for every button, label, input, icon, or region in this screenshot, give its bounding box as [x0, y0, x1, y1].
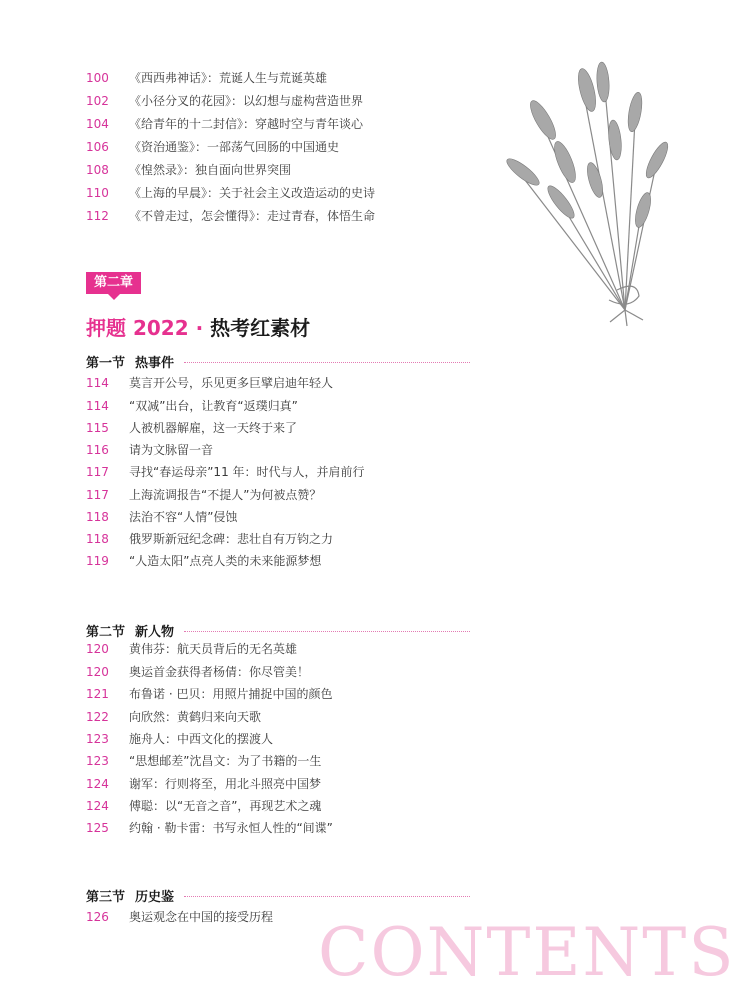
- section-label: 第一节: [86, 355, 126, 371]
- entry-title: “人造太阳”点亮人类的未来能源梦想: [129, 554, 322, 568]
- entry-title: 黄伟芬：航天员背后的无名英雄: [129, 642, 298, 656]
- dotted-leader: [184, 631, 470, 632]
- page-number: 108: [86, 163, 109, 177]
- page-number: 124: [86, 777, 109, 791]
- section-header: [86, 886, 470, 904]
- page-number: 121: [86, 687, 109, 701]
- section-header: [86, 621, 470, 639]
- entry-title: 《小径分叉的花园》：以幻想与虚构营造世界: [129, 94, 364, 108]
- page-number: 120: [86, 665, 109, 679]
- contents-watermark: CONTENTS: [318, 914, 736, 991]
- page-number: 112: [86, 209, 109, 223]
- list-item[interactable]: [86, 487, 321, 503]
- list-item[interactable]: [86, 553, 321, 569]
- page-number: 118: [86, 532, 109, 546]
- list-item[interactable]: [86, 116, 363, 132]
- list-item[interactable]: [86, 442, 213, 458]
- page-number: 126: [86, 910, 109, 924]
- page-number: 122: [86, 710, 109, 724]
- section-name: 历史鉴: [135, 889, 175, 905]
- dried-lavender-bouquet-icon: [505, 60, 685, 330]
- list-item[interactable]: [86, 509, 237, 525]
- list-item[interactable]: [86, 208, 375, 224]
- entry-title: 俄罗斯新冠纪念碑：悲壮自有万钧之力: [129, 532, 334, 546]
- page-number: 116: [86, 443, 109, 457]
- list-item[interactable]: [86, 776, 321, 792]
- list-item[interactable]: [86, 753, 321, 769]
- entry-title: 《上海的早晨》：关于社会主义改造运动的史诗: [129, 186, 376, 200]
- list-item[interactable]: [86, 70, 327, 86]
- page-number: 120: [86, 642, 109, 656]
- entry-title: “思想邮差”沈昌文：为了书籍的一生: [129, 754, 322, 768]
- page-number: 114: [86, 399, 109, 413]
- dotted-leader: [184, 362, 470, 363]
- chapter-title-main: 热考红素材: [210, 316, 311, 340]
- list-item[interactable]: [86, 464, 365, 480]
- section-name: 热事件: [135, 355, 175, 371]
- list-item[interactable]: [86, 798, 321, 814]
- page-number: 104: [86, 117, 109, 131]
- section-name: 新人物: [135, 624, 175, 640]
- entry-title: 《西西弗神话》：荒诞人生与荒诞英雄: [129, 71, 328, 85]
- list-item[interactable]: [86, 820, 333, 836]
- page-number: 118: [86, 510, 109, 524]
- entry-title: 谢军：行则将至，用北斗照亮中国梦: [129, 777, 322, 791]
- list-item[interactable]: [86, 909, 273, 925]
- list-item[interactable]: [86, 185, 375, 201]
- list-item[interactable]: [86, 731, 273, 747]
- entry-title: 向欣然：黄鹤归来向天歌: [129, 710, 262, 724]
- page-number: 102: [86, 94, 109, 108]
- list-item[interactable]: [86, 686, 332, 702]
- page-number: 123: [86, 754, 109, 768]
- entry-title: 《不曾走过，怎会懂得》：走过青春，体悟生命: [129, 209, 376, 223]
- page-number: 110: [86, 186, 109, 200]
- entry-title: 人被机器解雇，这一天终于来了: [129, 421, 298, 435]
- page-number: 125: [86, 821, 109, 835]
- entry-title: 《资治通鉴》：一部荡气回肠的中国通史: [129, 140, 340, 154]
- page-number: 114: [86, 376, 109, 390]
- entry-title: 奥运观念在中国的接受历程: [129, 910, 274, 924]
- page-number: 115: [86, 421, 109, 435]
- page-number: 117: [86, 465, 109, 479]
- entry-title: 傅聪：以“无音之音”，再现艺术之魂: [129, 799, 322, 813]
- page-number: 117: [86, 488, 109, 502]
- list-item[interactable]: [86, 664, 309, 680]
- chapter-title-accent: 押题 2022 ·: [86, 316, 211, 340]
- list-item[interactable]: [86, 709, 261, 725]
- list-item[interactable]: [86, 162, 291, 178]
- section-label: 第三节: [86, 889, 126, 905]
- chapter-title: [86, 312, 310, 341]
- list-item[interactable]: [86, 375, 333, 391]
- section-header: [86, 352, 470, 370]
- entry-title: 布鲁诺 · 巴贝：用照片捕捉中国的颜色: [129, 687, 333, 701]
- entry-title: 《给青年的十二封信》：穿越时空与青年谈心: [129, 117, 364, 131]
- list-item[interactable]: [86, 641, 297, 657]
- page-number: 106: [86, 140, 109, 154]
- entry-title: 上海流调报告“不提人”为何被点赞？: [129, 488, 322, 502]
- entry-title: 法治不容“人情”侵蚀: [129, 510, 238, 524]
- page-number: 119: [86, 554, 109, 568]
- entry-title: 请为文脉留一音: [129, 443, 214, 457]
- entry-title: 奥运首金获得者杨倩：你尽管美！: [129, 665, 310, 679]
- entry-title: “双减”出台，让教育“返璞归真”: [129, 399, 298, 413]
- entry-title: 寻找“春运母亲”11 年：时代与人，并肩前行: [129, 465, 365, 479]
- list-item[interactable]: [86, 398, 298, 414]
- section-label: 第二节: [86, 624, 126, 640]
- page-number: 124: [86, 799, 109, 813]
- dotted-leader: [184, 896, 470, 897]
- entry-title: 《惶然录》：独自面向世界突围: [129, 163, 292, 177]
- list-item[interactable]: [86, 420, 297, 436]
- entry-title: 约翰 · 勒卡雷：书写永恒人性的“间谍”: [129, 821, 333, 835]
- list-item[interactable]: [86, 139, 339, 155]
- page-number: 100: [86, 71, 109, 85]
- entry-title: 莫言开公号，乐见更多巨擘启迪年轻人: [129, 376, 334, 390]
- list-item[interactable]: [86, 93, 363, 109]
- list-item[interactable]: [86, 531, 333, 547]
- page-number: 123: [86, 732, 109, 746]
- entry-title: 施舟人：中西文化的摆渡人: [129, 732, 274, 746]
- chapter-badge: 第二章: [86, 272, 141, 294]
